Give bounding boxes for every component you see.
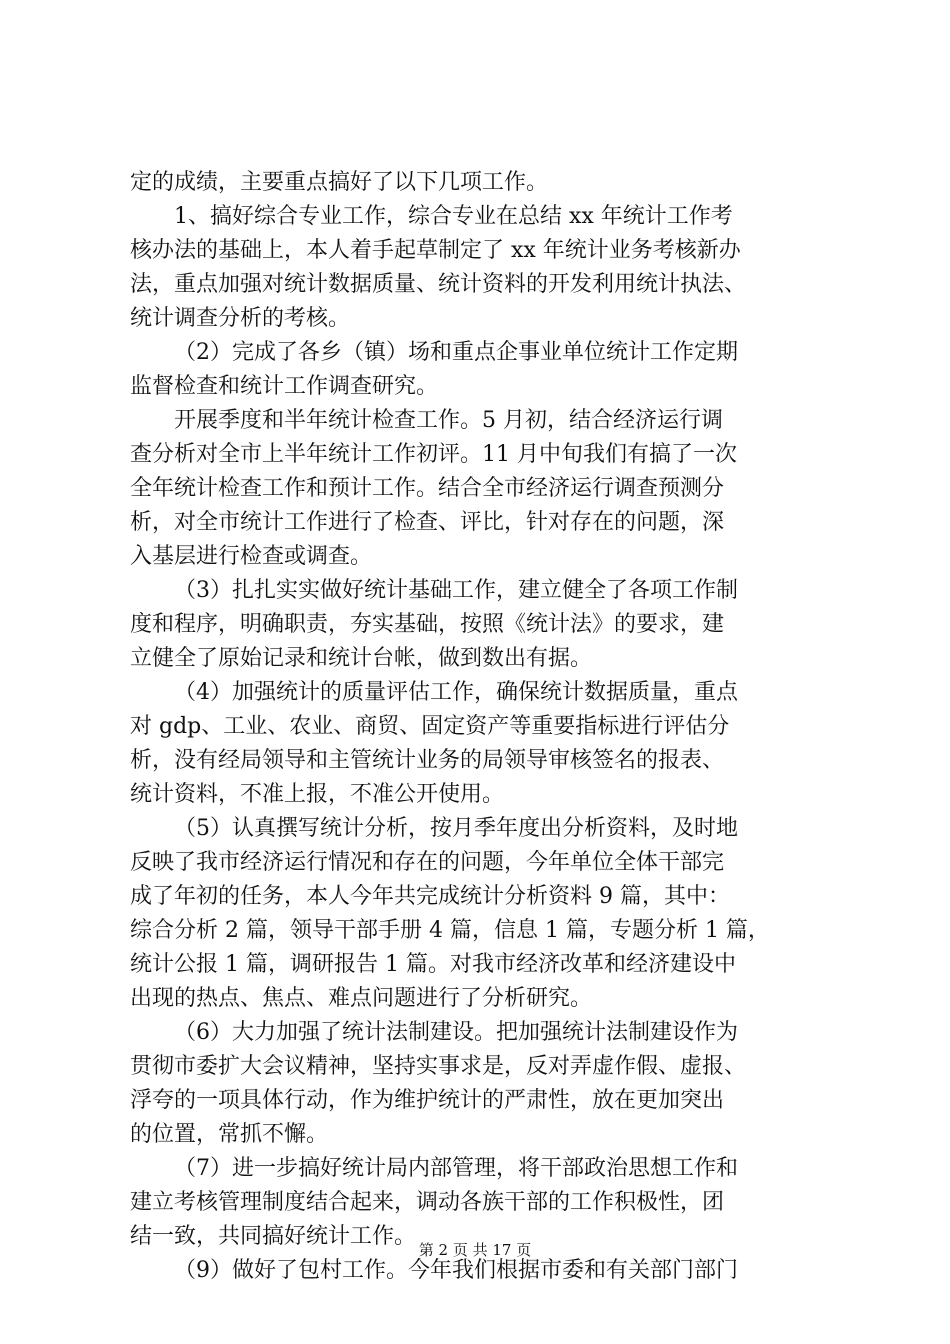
text-line: 析，对全市统计工作进行了检查、评比，针对存在的问题，深 — [130, 510, 725, 535]
text-line: 成了年初的任务，本人今年共完成统计分析资料 9 篇，其中： — [130, 884, 730, 909]
text-line: 统计资料，不准上报，不准公开使用。 — [130, 782, 505, 807]
text-line: 贯彻市委扩大会议精神，坚持实事求是，反对弄虚作假、虚报、 — [130, 1054, 747, 1079]
text-line: 度和程序，明确职责，夯实基础，按照《统计法》的要求，建 — [130, 612, 725, 637]
text-line: 对 gdp、工业、农业、商贸、固定资产等重要指标进行评估分 — [130, 714, 730, 739]
text-line: （5）认真撰写统计分析，按月季年度出分析资料，及时地 — [174, 816, 738, 841]
text-line: 综合分析 2 篇，领导干部手册 4 篇，信息 1 篇，专题分析 1 篇， — [130, 918, 770, 943]
text-line: 开展季度和半年统计检查工作。5 月初，结合经济运行调 — [174, 408, 723, 433]
text-line: 1、搞好综合专业工作，综合专业在总结 xx 年统计工作考 — [174, 204, 733, 229]
text-line: （2）完成了各乡（镇）场和重点企事业单位统计工作定期 — [174, 340, 738, 365]
text-line: 析，没有经局领导和主管统计业务的局领导审核签名的报表、 — [130, 748, 725, 773]
text-line: 建立考核管理制度结合起来，调动各族干部的工作积极性，团 — [130, 1190, 725, 1215]
text-line: 的位置，常抓不懈。 — [130, 1122, 329, 1147]
text-line: 统计调查分析的考核。 — [130, 306, 351, 331]
text-line: 结一致，共同搞好统计工作。 — [130, 1224, 417, 1249]
text-line: 出现的热点、焦点、难点问题进行了分析研究。 — [130, 986, 593, 1011]
text-line: 立健全了原始记录和统计台帐，做到数出有据。 — [130, 646, 593, 671]
text-line: （9）做好了包村工作。今年我们根据市委和有关部门部门 — [174, 1258, 738, 1283]
text-line: 法，重点加强对统计数据质量、统计资料的开发利用统计执法、 — [130, 272, 747, 297]
text-line: 定的成绩，主要重点搞好了以下几项工作。 — [130, 170, 549, 195]
document-body — [130, 166, 845, 1288]
text-line: 全年统计检查工作和预计工作。结合全市经济运行调查预测分 — [130, 476, 725, 501]
text-line: （4）加强统计的质量评估工作，确保统计数据质量，重点 — [174, 680, 738, 705]
text-line: 核办法的基础上，本人着手起草制定了 xx 年统计业务考核新办 — [130, 238, 741, 263]
text-line: 查分析对全市上半年统计工作初评。11 月中旬我们有搞了一次 — [130, 442, 737, 467]
text-line: （3）扎扎实实做好统计基础工作，建立健全了各项工作制 — [174, 578, 738, 603]
text-line: （6）大力加强了统计法制建设。把加强统计法制建设作为 — [174, 1020, 738, 1045]
page-footer: 第 2 页 共 17 页 — [418, 1241, 532, 1259]
text-line: 监督检查和统计工作调查研究。 — [130, 374, 439, 399]
text-line: 入基层进行检查或调查。 — [130, 544, 373, 569]
text-line: 浮夸的一项具体行动，作为维护统计的严肃性，放在更加突出 — [130, 1088, 725, 1113]
text-line: 反映了我市经济运行情况和存在的问题，今年单位全体干部完 — [130, 850, 725, 875]
text-line: （7）进一步搞好统计局内部管理，将干部政治思想工作和 — [174, 1156, 738, 1181]
text-line: 统计公报 1 篇，调研报告 1 篇。对我市经济改革和经济建设中 — [130, 952, 736, 977]
